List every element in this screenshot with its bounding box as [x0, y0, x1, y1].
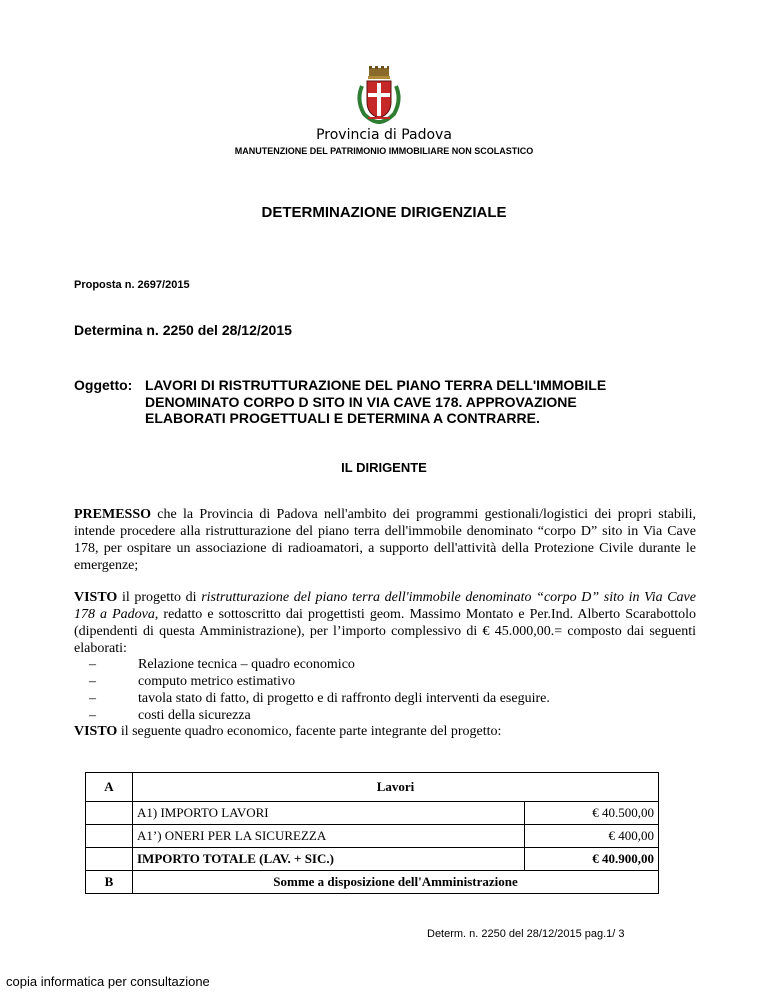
list-dash: – [89, 691, 96, 706]
premesso-text: che la Provincia di Padova nell'ambito dei programmi gestionali/logistici dei propri stabili, intende procedere alla ristrutturazione del piano terra dell'immobile denominato “corpo D” sito in Via Cave 178, per ospitare un associazione di radioamatori, a supporto dell'attività della Protezione Civile durante le emergenze; [74, 507, 696, 573]
page-reference: Determ. n. 2250 del 28/12/2015 pag.1/ 3 [427, 928, 625, 940]
row-label: IMPORTO TOTALE (LAV. + SIC.) [133, 848, 525, 871]
oggetto-text [145, 377, 705, 427]
empty-cell [86, 825, 133, 848]
row-amount: € 400,00 [524, 825, 659, 848]
row-amount: € 40.500,00 [524, 802, 659, 825]
visto-quadro-text: il seguente quadro economico, facente parte integrante del progetto: [117, 724, 502, 739]
section-code: B [86, 871, 133, 894]
section-title: Lavori [133, 773, 659, 802]
section-code: A [86, 773, 133, 802]
province-name: Provincia di Padova [316, 127, 452, 143]
visto-lead: VISTO [74, 590, 118, 605]
document-title: DETERMINAZIONE DIRIGENZIALE [261, 204, 507, 221]
elaborato-text: costi della sicurezza [138, 708, 251, 723]
row-amount: € 40.900,00 [524, 848, 659, 871]
list-dash: – [89, 708, 96, 723]
oggetto-line: ELABORATI PROGETTUALI E DETERMINA A CONTRARRE. [145, 410, 540, 426]
visto-text-a: il progetto di [117, 590, 202, 605]
elaborato-text: Relazione tecnica – quadro economico [138, 657, 355, 672]
row-label: A1’) ONERI PER LA SICUREZZA [133, 825, 525, 848]
oggetto-line: DENOMINATO CORPO D SITO IN VIA CAVE 178. APPROVAZIONE [145, 393, 577, 410]
copy-notice: copia informatica per consultazione [6, 974, 210, 989]
visto-project-paragraph [74, 589, 696, 657]
table-row [86, 871, 659, 894]
table-row [86, 825, 659, 848]
visto-text-b: , redatto e sottoscritto dai progettisti geom. Massimo Montato e Per.Ind. Alberto Scarabottolo (dipendenti di questa Amministrazione), per l’importo complessivo di € 45.000,00.= composto dai seguenti elaborati: [74, 607, 696, 656]
visto-quadro-paragraph [74, 724, 501, 740]
department-name: MANUTENZIONE DEL PATRIMONIO IMMOBILIARE NON SCOLASTICO [234, 146, 534, 156]
province-crest-logo [354, 66, 404, 124]
oggetto-label: Oggetto: [74, 377, 133, 393]
elaborato-text: computo metrico estimativo [138, 674, 296, 689]
table-row [86, 773, 659, 802]
table-row [86, 802, 659, 825]
visto-lead: VISTO [74, 724, 118, 739]
list-dash: – [89, 674, 96, 689]
empty-cell [86, 802, 133, 825]
oggetto-line: LAVORI DI RISTRUTTURAZIONE DEL PIANO TERRA DELL'IMMOBILE [145, 377, 607, 393]
row-label: A1) IMPORTO LAVORI [133, 802, 525, 825]
quadro-economico-table [85, 772, 659, 894]
premesso-paragraph [74, 506, 696, 574]
table-row [86, 848, 659, 871]
visto-project-title: ristrutturazione del piano terra dell'immobile denominato “corpo D” sito in Via Cave 178 a Padova [74, 590, 696, 622]
premesso-lead: PREMESSO [74, 507, 152, 522]
list-dash: – [89, 657, 96, 672]
determina-number: Determina n. 2250 del 28/12/2015 [74, 322, 292, 338]
il-dirigente-heading: IL DIRIGENTE [341, 460, 427, 475]
proposta-number: Proposta n. 2697/2015 [74, 279, 190, 291]
empty-cell [86, 848, 133, 871]
elaborato-text: tavola stato di fatto, di progetto e di raffronto degli interventi da eseguire. [138, 691, 550, 706]
section-title: Somme a disposizione dell'Amministrazione [133, 871, 659, 894]
